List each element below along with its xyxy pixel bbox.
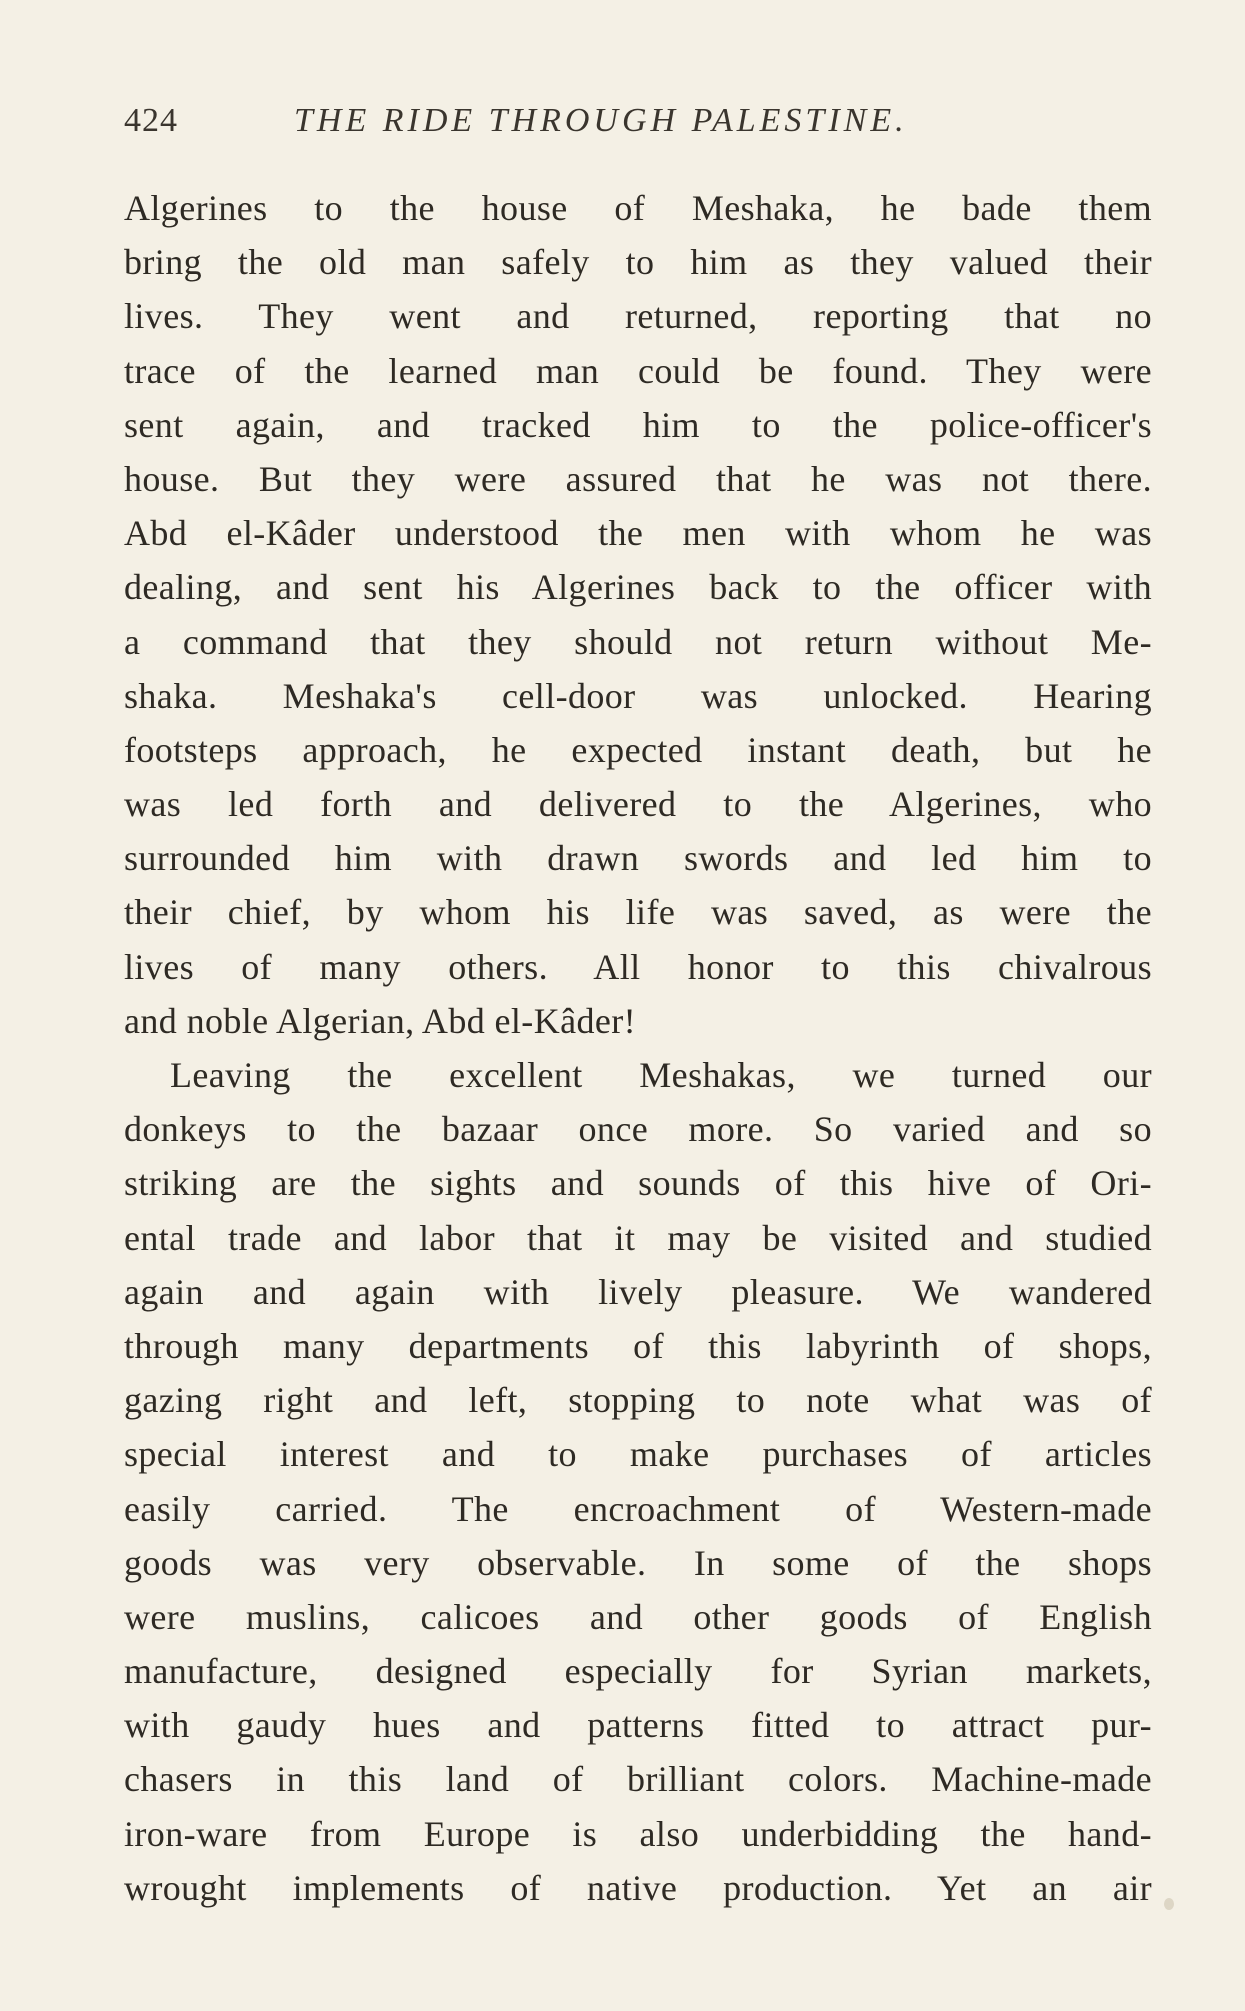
text-line: sent again, and tracked him to the police-officer's (124, 404, 1152, 445)
text-line: manufacture, designed especially for Syrian markets, (124, 1651, 1152, 1692)
text-line: was led forth and delivered to the Algerines, who (124, 784, 1152, 825)
paragraph-last-line: and noble Algerian, Abd el-Kâder! (124, 1000, 637, 1041)
text-line: bring the old man safely to him as they valued their (124, 242, 1152, 283)
text-line: Abd el-Kâder understood the men with whom he was (124, 513, 1152, 554)
text-line: ental trade and labor that it may be visited and studied (124, 1217, 1152, 1258)
text-line: lives. They went and returned, reporting that no (124, 296, 1152, 337)
text-line: their chief, by whom his life was saved, as were the (124, 892, 1152, 933)
text-line: iron-ware from Europe is also underbidding the hand- (124, 1813, 1152, 1854)
text-line: gazing right and left, stopping to note what was of (124, 1380, 1152, 1421)
paragraph-first-line: Leaving the excellent Meshakas, we turned our (170, 1055, 1152, 1095)
text-line: goods was very observable. In some of the shops (124, 1542, 1152, 1583)
text-line: trace of the learned man could be found. They were (124, 350, 1152, 391)
running-title: THE RIDE THROUGH PALESTINE. (294, 102, 908, 139)
text-line: donkeys to the bazaar once more. So varied and so (124, 1109, 1152, 1150)
text-line: surrounded him with drawn swords and led him to (124, 838, 1152, 879)
text-line: wrought implements of native production. Yet an air (124, 1867, 1152, 1908)
body-text (124, 181, 1152, 1915)
page-number: 424 (124, 102, 178, 139)
text-line: Algerines to the house of Meshaka, he bade them (124, 188, 1152, 228)
text-line: a command that they should not return without Me- (124, 621, 1152, 662)
page-header (124, 99, 1144, 143)
paper-speck (1164, 1898, 1174, 1910)
text-line: dealing, and sent his Algerines back to the officer with (124, 567, 1152, 608)
text-line: special interest and to make purchases of articles (124, 1434, 1152, 1475)
text-line: footsteps approach, he expected instant death, but he (124, 729, 1152, 770)
text-line: again and again with lively pleasure. We wandered (124, 1271, 1152, 1312)
text-line: house. But they were assured that he was not there. (124, 458, 1152, 499)
text-line: were muslins, calicoes and other goods of English (124, 1596, 1152, 1637)
text-line: chasers in this land of brilliant colors. Machine-made (124, 1759, 1152, 1800)
text-line: shaka. Meshaka's cell-door was unlocked. Hearing (124, 675, 1152, 716)
text-line: lives of many others. All honor to this chivalrous (124, 946, 1152, 987)
text-line: through many departments of this labyrinth of shops, (124, 1325, 1152, 1366)
text-line: striking are the sights and sounds of this hive of Ori- (124, 1163, 1152, 1204)
text-line: easily carried. The encroachment of Western-made (124, 1488, 1152, 1529)
text-line: with gaudy hues and patterns fitted to attract pur- (124, 1705, 1152, 1746)
